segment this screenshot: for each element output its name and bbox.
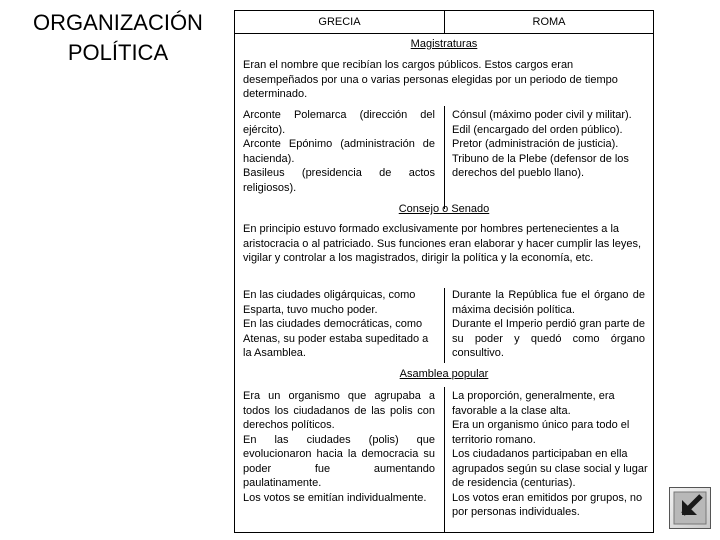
section-heading-asamblea: Asamblea popular	[399, 368, 489, 380]
magistraturas-divider	[444, 106, 445, 209]
grecia-asamblea: Era un organismo que agrupaba a todos los ciudadanos de las polis con derechos políticos. En las ciudades (polis) que evolucionaron hacia la democracia su poder fue aumentando paulatinamente. Los votos se emitían individualmente.	[243, 390, 435, 504]
senado-divider	[444, 288, 445, 363]
asamblea-divider	[444, 387, 445, 532]
return-arrow-icon	[673, 491, 707, 525]
roma-magistraturas: Cónsul (máximo poder civil y militar). Edil (encargado del orden público). Pretor (administración de justicia). Tribuno de la Plebe (defensor de los derechos del pueblo llano).	[452, 109, 632, 179]
column-header-grecia: GRECIA	[318, 16, 361, 28]
return-button[interactable]	[669, 487, 711, 529]
section-heading-magistraturas: Magistraturas	[410, 38, 478, 50]
roma-asamblea: La proporción, generalmente, era favorable a la clase alta. Era un organismo único para todo el territorio romano. Los ciudadanos participaban en ella agrupados según su clase social y lugar de residencia (centurias). Los votos eran emitidos por grupos, no por personas individuales.	[452, 390, 648, 518]
grecia-senado: En las ciudades oligárquicas, como Esparta, tuvo mucho poder. En las ciudades democráticas, como Atenas, su poder estaba supeditado a la Asamblea.	[243, 289, 429, 359]
header-rule	[235, 33, 653, 34]
section-description-magistraturas: Eran el nombre que recibían los cargos públicos. Estos cargos eran desempeñados por una o varias personas elegidas por un periodo de tiempo determinado.	[243, 59, 618, 100]
section-description-senado: En principio estuvo formado exclusivamente por hombres pertenecientes a la aristocracia o al patriciado. Sus funciones eran elaborar y hacer cumplir las leyes, vigilar y controlar a los magistrados, dirigir la política y la economía, etc.	[243, 223, 642, 264]
column-header-roma: ROMA	[532, 16, 566, 28]
roma-senado: Durante la República fue el órgano de máxima decisión política. Durante el Imperio perdió gran parte de su poder y quedó como órgano consultivo.	[452, 289, 645, 359]
page-title: ORGANIZACIÓN POLÍTICA	[33, 10, 203, 65]
section-heading-senado: Consejo o Senado	[398, 203, 490, 215]
grecia-magistraturas: Arconte Polemarca (dirección del ejército). Arconte Epónimo (administración de hacienda). Basileus (presidencia de actos religiosos).	[243, 109, 435, 194]
comparison-table	[234, 10, 654, 533]
